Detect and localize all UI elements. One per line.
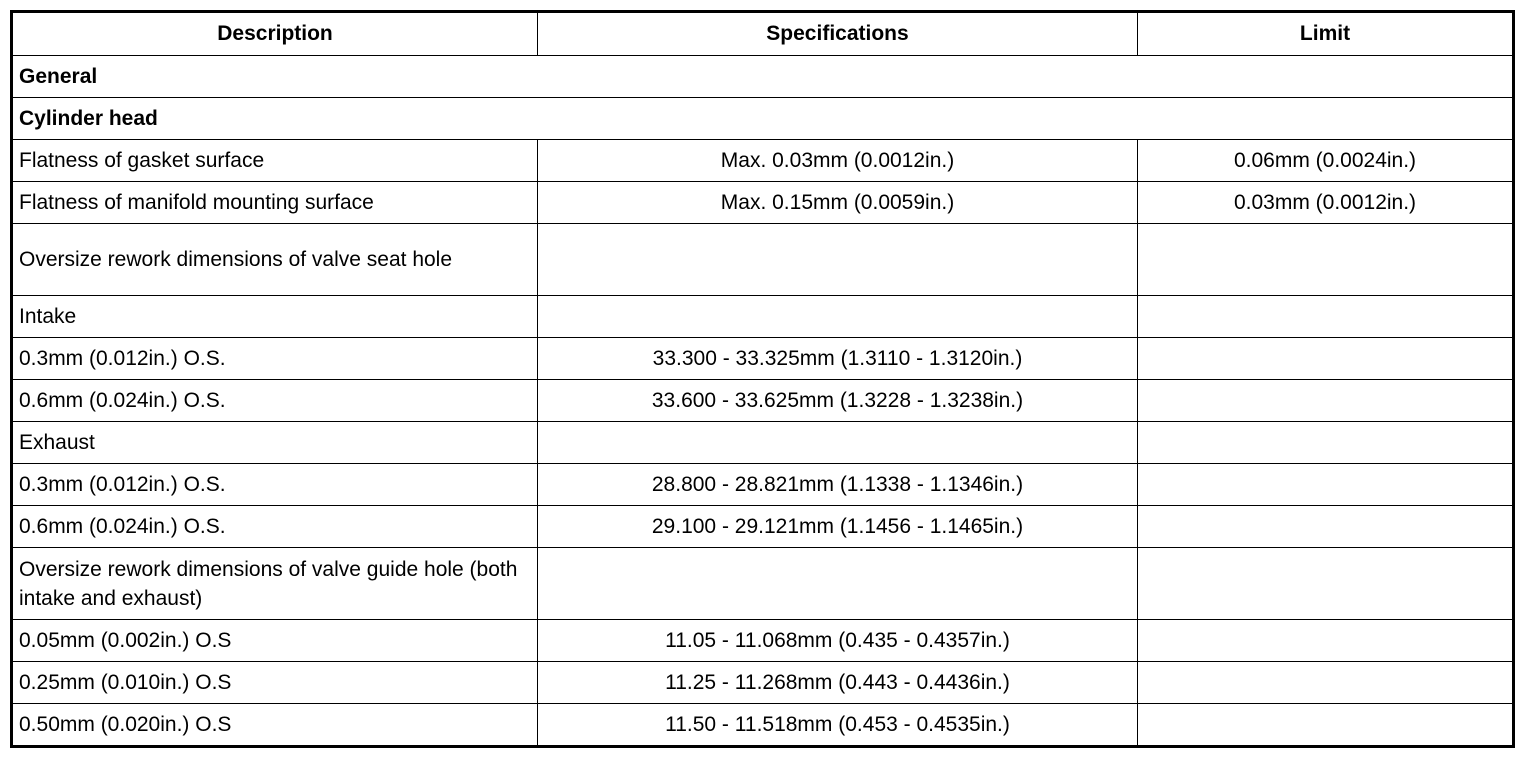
- description-cell: Exhaust: [12, 422, 538, 464]
- limit-cell: [1138, 224, 1514, 296]
- specification-cell: Max. 0.15mm (0.0059in.): [538, 182, 1138, 224]
- limit-cell: [1138, 506, 1514, 548]
- section-row: [12, 56, 1514, 98]
- limit-cell: [1138, 548, 1514, 620]
- limit-cell: [1138, 464, 1514, 506]
- table-row: [12, 464, 1514, 506]
- limit-cell: [1138, 704, 1514, 747]
- specification-cell: 33.600 - 33.625mm (1.3228 - 1.3238in.): [538, 380, 1138, 422]
- description-cell: 0.05mm (0.002in.) O.S: [12, 620, 538, 662]
- section-title: General: [12, 56, 1514, 98]
- table-row: [12, 704, 1514, 747]
- limit-cell: [1138, 296, 1514, 338]
- description-cell: 0.6mm (0.024in.) O.S.: [12, 380, 538, 422]
- limit-cell: 0.06mm (0.0024in.): [1138, 140, 1514, 182]
- limit-cell: [1138, 338, 1514, 380]
- specification-cell: Max. 0.03mm (0.0012in.): [538, 140, 1138, 182]
- section-title: Cylinder head: [12, 98, 1514, 140]
- header-specifications: Specifications: [538, 12, 1138, 56]
- specification-cell: 28.800 - 28.821mm (1.1338 - 1.1346in.): [538, 464, 1138, 506]
- specification-cell: [538, 548, 1138, 620]
- header-limit: Limit: [1138, 12, 1514, 56]
- spec-table: [10, 10, 1515, 748]
- specification-cell: [538, 224, 1138, 296]
- table-row: [12, 662, 1514, 704]
- section-row: [12, 98, 1514, 140]
- table-row: [12, 422, 1514, 464]
- table-row: [12, 296, 1514, 338]
- specification-cell: 33.300 - 33.325mm (1.3110 - 1.3120in.): [538, 338, 1138, 380]
- description-cell: Intake: [12, 296, 538, 338]
- specification-cell: 11.05 - 11.068mm (0.435 - 0.4357in.): [538, 620, 1138, 662]
- table-row: [12, 224, 1514, 296]
- description-cell: 0.25mm (0.010in.) O.S: [12, 662, 538, 704]
- table-row: [12, 506, 1514, 548]
- description-cell: 0.3mm (0.012in.) O.S.: [12, 464, 538, 506]
- specification-cell: [538, 296, 1138, 338]
- description-cell: 0.6mm (0.024in.) O.S.: [12, 506, 538, 548]
- header-description: Description: [12, 12, 538, 56]
- specification-cell: 11.50 - 11.518mm (0.453 - 0.4535in.): [538, 704, 1138, 747]
- limit-cell: [1138, 662, 1514, 704]
- specification-cell: 29.100 - 29.121mm (1.1456 - 1.1465in.): [538, 506, 1138, 548]
- limit-cell: 0.03mm (0.0012in.): [1138, 182, 1514, 224]
- limit-cell: [1138, 620, 1514, 662]
- description-cell: Flatness of gasket surface: [12, 140, 538, 182]
- table-row: [12, 182, 1514, 224]
- limit-cell: [1138, 422, 1514, 464]
- table-row: [12, 620, 1514, 662]
- header-row: [12, 12, 1514, 56]
- table-row: [12, 140, 1514, 182]
- table-row: [12, 380, 1514, 422]
- table-row: [12, 548, 1514, 620]
- spec-table-body: [12, 56, 1514, 747]
- description-cell: 0.3mm (0.012in.) O.S.: [12, 338, 538, 380]
- limit-cell: [1138, 380, 1514, 422]
- specification-cell: [538, 422, 1138, 464]
- description-cell: Oversize rework dimensions of valve guide hole (both intake and exhaust): [12, 548, 538, 620]
- description-cell: 0.50mm (0.020in.) O.S: [12, 704, 538, 747]
- specification-cell: 11.25 - 11.268mm (0.443 - 0.4436in.): [538, 662, 1138, 704]
- description-cell: Oversize rework dimensions of valve seat hole: [12, 224, 538, 296]
- description-cell: Flatness of manifold mounting surface: [12, 182, 538, 224]
- table-row: [12, 338, 1514, 380]
